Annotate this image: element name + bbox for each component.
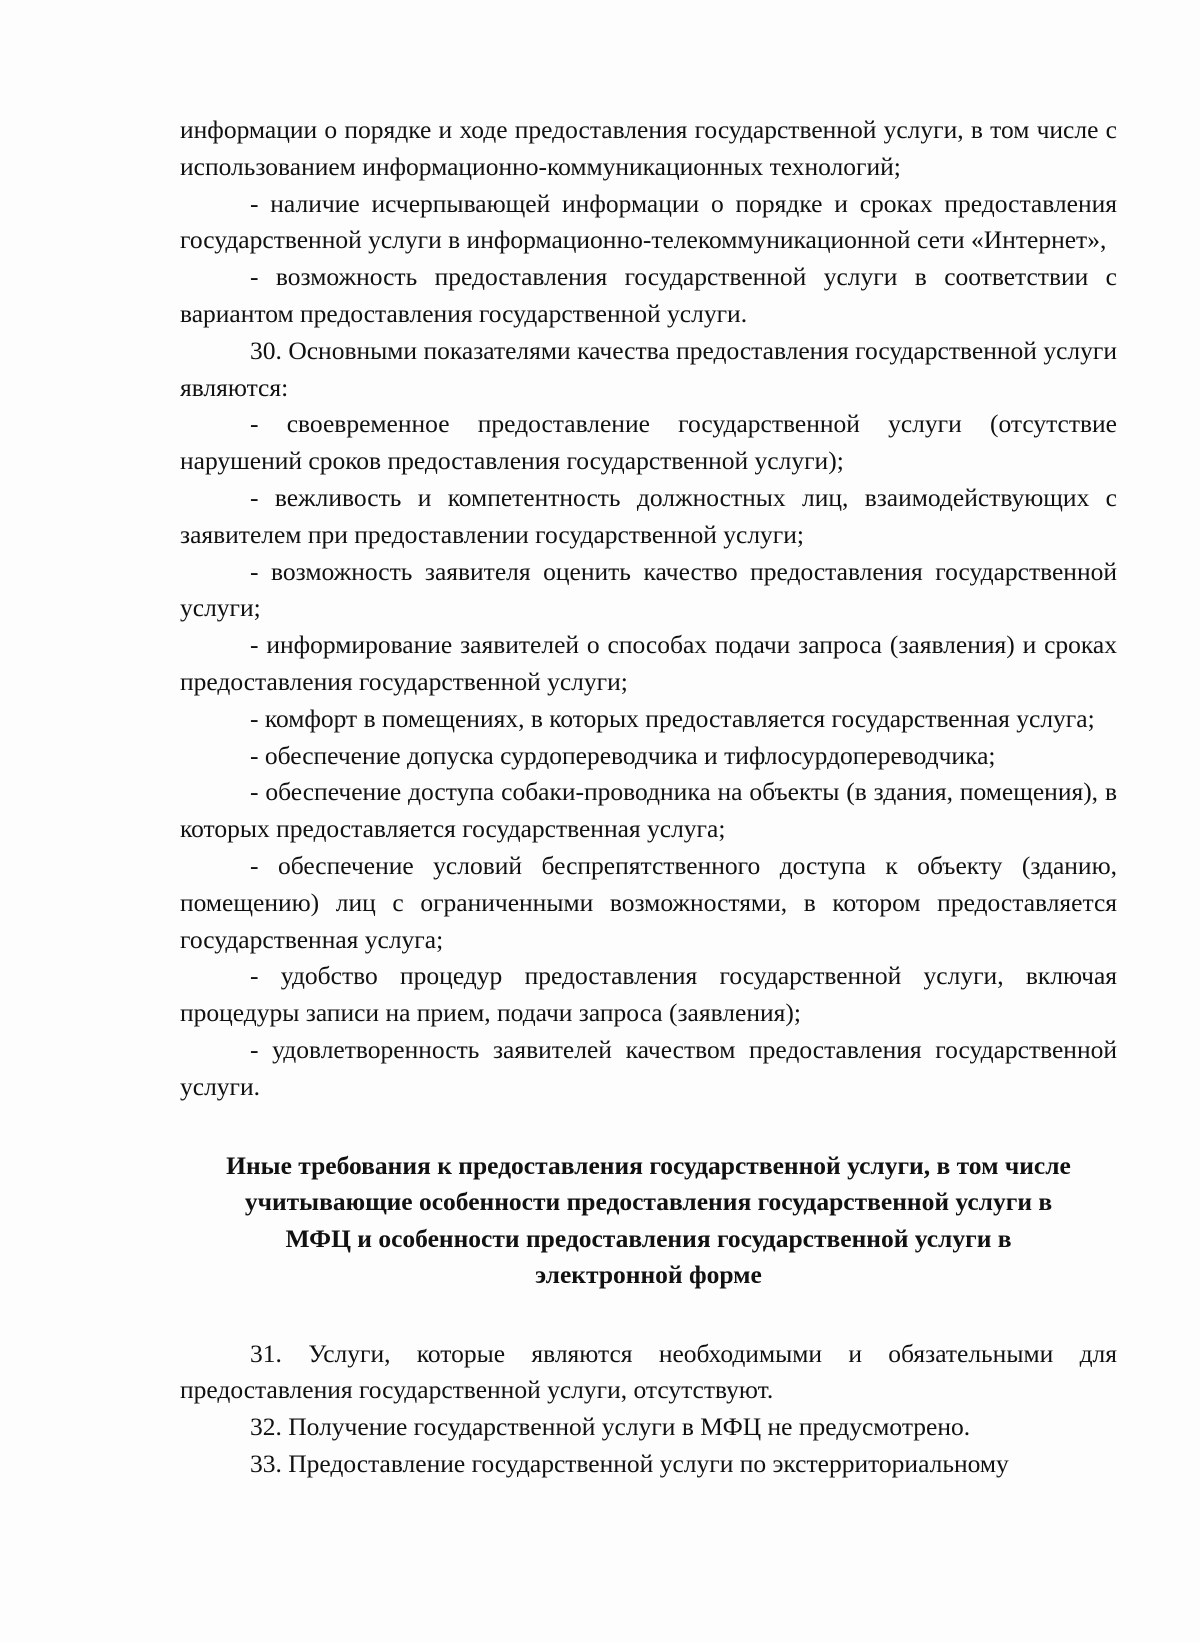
section-heading-line: МФЦ и особенности предоставления государственной услуги в <box>285 1223 1012 1253</box>
paragraph-item-33: 33. Предоставление государственной услуги по экстерриториальному <box>250 1448 1009 1478</box>
paragraph: информации о порядке и ходе предоставления государственной услуги, в том числе с использованием информационно-коммуникационных технологий; <box>180 115 1117 181</box>
section-heading-line: учитывающие особенности предоставления государственной услуги в <box>244 1187 1053 1217</box>
section-heading-line: электронной форме <box>535 1260 762 1290</box>
paragraph-item-32: 32. Получение государственной услуги в МФЦ не предусмотрено. <box>250 1412 971 1442</box>
paragraph-item-31: 31. Услуги, которые являются необходимыми и обязательными для предоставления государственной услуги, отсутствуют. <box>180 1338 1117 1405</box>
paragraph: - наличие исчерпывающей информации о порядке и сроках предоставления государственной услуги в информационно-телекоммуникационной сети «Интернет», <box>180 188 1117 255</box>
document-body <box>180 112 1117 1483</box>
paragraph: - удобство процедур предоставления государственной услуги, включая процедуры записи на прием, подачи запроса (заявления); <box>180 961 1117 1028</box>
paragraph: - возможность предоставления государственной услуги в соответствии с вариантом предоставления государственной услуги. <box>180 262 1117 328</box>
paragraph: - своевременное предоставление государственной услуги (отсутствие нарушений сроков предоставления государственной услуги); <box>180 409 1117 476</box>
paragraph: - комфорт в помещениях, в которых предоставляется государственная услуга; <box>250 703 1095 733</box>
section-heading <box>180 1148 1117 1294</box>
paragraph: - обеспечение условий беспрепятственного доступа к объекту (зданию, помещению) лиц с ограниченными возможностями, в котором предоставляется государственная услуга; <box>180 850 1117 954</box>
section-heading-line: Иные требования к предоставления государственной услуги, в том числе <box>226 1150 1071 1180</box>
paragraph: - вежливость и компетентность должностных лиц, взаимодействующих с заявителем при предоставлении государственной услуги; <box>180 482 1117 549</box>
paragraph: - удовлетворенность заявителей качеством предоставления государственной услуги. <box>180 1034 1117 1101</box>
paragraph: - обеспечение допуска сурдопереводчика и тифлосурдопереводчика; <box>250 740 996 770</box>
paragraph: - возможность заявителя оценить качество предоставления государственной услуги; <box>180 556 1117 623</box>
paragraph: - обеспечение доступа собаки-проводника на объекты (в здания, помещения), в которых предоставляется государственная услуга; <box>180 777 1117 844</box>
paragraph-item-30: 30. Основными показателями качества предоставления государственной услуги являются: <box>180 335 1117 402</box>
paragraph: - информирование заявителей о способах подачи запроса (заявления) и сроках предоставления государственной услуги; <box>180 630 1117 696</box>
